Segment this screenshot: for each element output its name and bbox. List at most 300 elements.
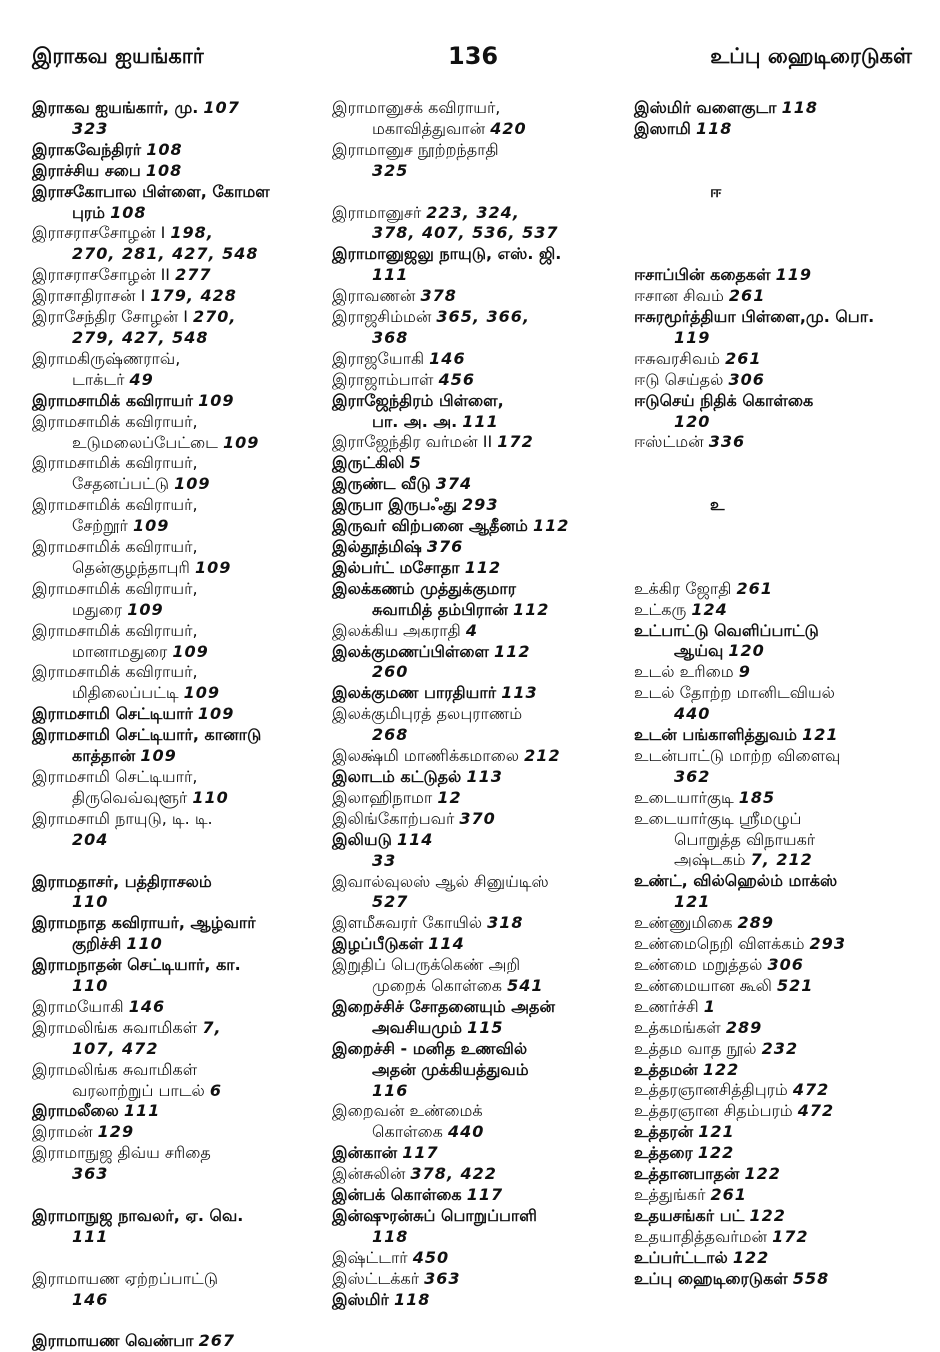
continuation-text: அதன் முக்கியத்துவம் [372,1059,529,1079]
entry-term: இராமசாமிக் கவிராயர், [32,620,198,640]
continuation-text: அஷ்டகம் [674,850,746,870]
entry-term: உத்கமங்கள் [634,1017,721,1037]
page-ref: 185 [738,787,776,807]
continuation-text: சேதனப்பட்டு [72,474,169,494]
index-entry [32,621,322,663]
index-entry [332,934,622,955]
continuation-text: மதுரை [72,599,123,619]
page-ref: 121 [802,725,839,745]
page-ref: 293 [809,934,846,954]
entry-term: இராவணன் [332,286,416,306]
entry-continuation [32,1290,322,1311]
index-entry [32,537,322,579]
page-ref: 119 [674,327,711,347]
entry-continuation [32,830,322,851]
continuation-text: காத்தான் [72,746,136,766]
spacer [634,203,924,224]
index-entry [634,662,924,683]
entry-term: ஈசுவரசிவம் [634,348,721,368]
spacer [634,537,924,558]
entry-term: இராசராசசோழன் I [32,223,166,243]
entry-continuation [332,892,622,913]
page-ref: 232 [761,1038,799,1058]
entry-continuation [332,161,622,182]
entry-term: இருட்கிலி [332,453,405,473]
entry-term: ஈசாப்பின் கதைகள் [634,265,771,285]
page-header [32,44,912,80]
index-entry [332,830,622,872]
index-entry [634,1227,924,1248]
page-ref: 119 [775,265,813,285]
entry-term: இலக்கணம் முத்துக்குமார [332,578,517,598]
entry-term: உடன் பங்காளித்துவம் [634,725,798,745]
spacer [32,1248,322,1269]
entry-term: இராகவேந்திரர் [32,139,142,159]
page-ref: 306 [728,369,765,389]
entry-term: இலக்குமிபுரத் தலபுராணம் [332,704,523,724]
entry-term: இவால்வுலஸ் ஆல் சினுய்டிஸ் [332,871,549,891]
entry-term: இறைவன் உண்மைக் [332,1101,483,1121]
entry-continuation [634,830,924,851]
index-entry [634,1039,924,1060]
entry-term: உடையார்குடி [634,787,734,807]
entry-term: இறுதிப் பெருக்கெண் அறி [332,955,521,975]
entry-continuation [32,600,322,621]
entry-term: இராஜயோகி [332,348,425,368]
index-entry [634,349,924,370]
page-ref: 261 [728,286,766,306]
index-entry [634,286,924,307]
page-ref: 116 [372,1080,409,1100]
index-entry [32,662,322,704]
spacer [634,223,924,244]
entry-term: இராமசாமிக் கவிராயர், [32,453,198,473]
entry-continuation [332,662,622,683]
page-ref: 117 [466,1185,504,1205]
entry-term: உடன்பாட்டு மாற்ற விளைவு [634,745,841,765]
page-ref: 118 [372,1226,409,1246]
entry-term: இருபா இருபஃது [332,495,457,515]
index-entry [332,642,622,684]
index-entry [332,432,622,453]
index-entry [332,307,622,349]
entry-term: இராசேந்திர சோழன் I [32,307,188,327]
entry-continuation [634,328,924,349]
entry-term: இழப்பீடுகள் [332,934,424,954]
entry-continuation [634,412,924,433]
page-ref: 363 [72,1164,109,1184]
index-entry [332,370,622,391]
entry-term: உடையார்குடி ஸ்ரீமழுப் [634,808,802,828]
index-entry [332,244,622,286]
continuation-text: திருவெவ்வுளூர் [72,787,188,807]
index-entry [32,767,322,809]
page-ref: 289 [737,913,774,933]
spacer [634,558,924,579]
page-ref: 289 [725,1017,763,1037]
index-entry [332,349,622,370]
page-ref: 112 [533,516,570,536]
page-ref: 122 [744,1164,781,1184]
page-ref: 6 [209,1080,222,1100]
index-entry [332,746,622,767]
index-entry [634,370,924,391]
page-ref: 117 [402,1143,439,1163]
page-ref: 270, [193,307,237,327]
page-ref: 204 [72,829,109,849]
page-ref: 472 [792,1080,830,1100]
entry-term: இஸாமி [634,118,691,138]
index-entry [634,1143,924,1164]
page-ref: 323 [72,118,109,138]
entry-term: உத்தரஞானசித்திபுரம் [634,1080,788,1100]
entry-term: இல்தூத்மிஷ் [332,537,422,557]
index-entry [332,203,622,245]
entry-term: இராமானுஜலு நாயுடு, எஸ். ஜி. [332,244,562,264]
index-entry [634,976,924,997]
page-ref: 558 [792,1268,830,1288]
page-ref: 110 [72,976,109,996]
entry-term: இஸ்மிர் [332,1289,389,1309]
index-entry [332,474,622,495]
entry-term: உடல் தோற்ற மானிடவியல் [634,683,835,703]
entry-term: இன்ஷுரன்சுப் பொறுப்பாளி [332,1206,537,1226]
entry-term: இலக்குமணப்பிள்ளை [332,641,489,661]
page-ref: 109 [198,390,235,410]
page-ref: 109 [140,746,177,766]
index-entry [32,286,322,307]
page-ref: 111 [372,265,409,285]
page-ref: 109 [172,641,209,661]
spacer [634,161,924,182]
entry-continuation [332,600,622,621]
entry-term: இஸ்ட்டக்கர் [332,1268,420,1288]
entry-term: இராஜேந்திரம் பிள்ளை, [332,390,504,410]
index-entry [634,850,924,871]
entry-term: உத்துங்கர் [634,1184,706,1204]
page-ref: 120 [728,641,765,661]
index-entry [332,997,622,1039]
page-ref: 122 [749,1205,786,1225]
continuation-text: சேற்றூர் [72,516,128,536]
page-ref: 293 [462,495,499,515]
page-ref: 7, [202,1017,222,1037]
index-column-1 [32,98,322,1352]
entry-term: இல்பர்ட் மசோதா [332,557,460,577]
index-entry [634,955,924,976]
entry-term: ஈசுரமூர்த்தியா பிள்ளை,மு. பொ. [634,306,875,326]
continuation-text: மானாமதுரை [72,641,168,661]
entry-continuation [32,328,322,349]
page-ref: 118 [695,118,733,138]
page-ref: 121 [674,892,711,912]
page-ref: 111 [72,1226,109,1246]
index-entry [634,1122,924,1143]
continuation-text: மகாவித்துவான் [372,118,486,138]
entry-term: இளமீசுவரர் கோயில் [332,913,483,933]
index-entry [32,1331,322,1352]
index-entry [634,98,924,119]
index-entry [332,683,622,704]
entry-term: உண்மையான கூலி [634,975,772,995]
entry-continuation [32,433,322,454]
page-ref: 108 [145,160,183,180]
entry-continuation [332,1227,622,1248]
entry-term: இராசராசசோழன் II [32,265,171,285]
page-ref: 260 [372,662,409,682]
index-entry [32,1269,322,1311]
index-entry [634,432,924,453]
spacer [634,140,924,161]
index-column-3 [634,98,924,1290]
page-ref: 107, 472 [72,1038,159,1058]
entry-continuation [32,1227,322,1248]
page-ref: 111 [462,411,499,431]
entry-continuation [332,1018,622,1039]
continuation-text: பா. அ. அ. [372,411,458,431]
continuation-text: முறைக் கொள்கை [372,976,502,996]
page-ref: 110 [72,892,109,912]
page-ref: 370 [459,808,496,828]
index-entry [32,872,322,914]
spacer [32,1311,322,1332]
entry-continuation [32,516,322,537]
index-entry [332,1143,622,1164]
index-entry [634,265,924,286]
entry-term: இராமானுசர் [332,202,422,222]
page-ref: 261 [710,1184,747,1204]
page-ref: 120 [674,411,711,431]
page-ref: 113 [466,766,503,786]
entry-term: இராமாநுஜ நாவலர், ஏ. வெ. [32,1206,244,1225]
page-ref: 122 [697,1143,735,1163]
entry-term: உட்கரு [634,599,687,619]
entry-term: உப்பர்ட்டால் [634,1247,728,1267]
entry-continuation [634,892,924,913]
continuation-text: அவசியமும் [372,1017,462,1037]
entry-continuation [332,119,622,140]
index-entry [634,1164,924,1185]
entry-term: இராமயோகி [32,996,124,1016]
entry-continuation [332,223,622,244]
entry-term: உடல் உரிமை [634,662,734,682]
continuation-text: உடுமலைப்பேட்டை [72,432,218,452]
entry-term: இலாடம் கட்டுதல் [332,766,462,786]
section-letter: உ [710,495,725,515]
entry-continuation [332,328,622,349]
index-entry [332,621,622,642]
page-ref: 440 [447,1122,485,1142]
entry-continuation [32,683,322,704]
entry-term: இராமசாமி செட்டியார் [32,704,193,724]
entry-term: இன்கான் [332,1143,398,1163]
index-column-2 [332,98,622,1311]
entry-term: ஈடுசெய் நிதிக் கொள்கை [634,390,814,410]
entry-term: இராமகிருஷ்ணராவ், [32,348,181,368]
page-ref: 108 [110,202,147,222]
entry-continuation [32,474,322,495]
index-entry [32,1206,322,1248]
entry-term: இராமானுச நூற்றந்தாதி [332,139,499,159]
index-entry [32,913,322,955]
index-entry [332,1185,622,1206]
index-entry [32,725,322,767]
page-ref: 541 [507,976,544,996]
index-entry [332,286,622,307]
page-ref: 378, 407, 536, 537 [372,223,559,243]
index-entry [332,872,622,914]
entry-continuation [32,746,322,767]
index-entry [634,1206,924,1227]
index-entry [332,913,622,934]
section-letter: ஈ [710,181,722,201]
page-ref: 270, 281, 427, 548 [72,244,259,264]
entry-term: உத்தமன் [634,1059,698,1079]
entry-term: இராமலிங்க சுவாமிகள் [32,1017,198,1037]
page-ref: 325 [372,160,409,180]
index-entry [332,537,622,558]
entry-continuation [332,412,622,433]
entry-term: இராமாநுஜ திவ்ய சரிதை [32,1143,211,1163]
entry-term: உத்தரஞான சிதம்பரம் [634,1101,793,1121]
entry-term: இராமலிங்க சுவாமிகள் [32,1059,198,1079]
page-ref: 268 [372,725,409,745]
page-ref: 4 [465,620,478,640]
index-entry [332,1269,622,1290]
index-entry [332,704,622,746]
entry-continuation [332,1122,622,1143]
index-entry [634,934,924,955]
index-entry [634,1269,924,1290]
entry-continuation [332,265,622,286]
entry-continuation [332,725,622,746]
index-entry [32,1122,322,1143]
entry-term: இராஜாம்பாள் [332,369,434,389]
entry-term: இலாஹிநாமா [332,787,433,807]
entry-term: இராசாதிராசன் I [32,286,146,306]
page-ref: 363 [424,1268,461,1288]
index-entry [634,1018,924,1039]
continuation-text: வரலாற்றுப் பாடல் [72,1080,205,1100]
page-ref: 472 [797,1101,835,1121]
index-entry [32,1101,322,1122]
index-entry [634,600,924,621]
page-ref: 118 [393,1289,431,1309]
page-ref: 378 [420,286,457,306]
entry-continuation [32,788,322,809]
page-ref: 179, 428 [150,286,237,306]
page-ref: 109 [222,432,260,452]
page-ref: 374 [435,474,473,494]
page-ref: 450 [412,1247,450,1267]
entry-term: இஸ்மிர் வளைகுடா [634,98,777,117]
index-entry [332,98,622,140]
index-entry [32,579,322,621]
spacer [32,1185,322,1206]
page-ref: 12 [437,787,462,807]
spacer [634,474,924,495]
entry-term: உண்ட், வில்ஹெல்ம் மாக்ஸ் [634,871,838,891]
entry-term: இராமசாமி செட்டியார், [32,767,198,786]
entry-continuation [32,976,322,997]
index-entry [332,1206,622,1248]
entry-term: இராமசாமிக் கவிராயர் [32,390,193,410]
header-right-guide-word: உப்பு ஹைடிரைடுகள் [710,44,912,68]
continuation-text: சுவாமித் தம்பிரான் [372,599,508,619]
index-entry [332,495,622,516]
entry-term: இருண்ட வீடு [332,474,431,494]
page-ref: 521 [777,975,814,995]
page-ref: 111 [123,1101,161,1121]
entry-term: உண்மைநெறி விளக்கம் [634,934,805,954]
index-entry [332,1164,622,1185]
page-ref: 1 [703,996,716,1016]
index-entry [32,182,322,224]
entry-term: உத்தரை [634,1143,693,1163]
page-ref: 146 [429,348,466,368]
page-ref: 109 [132,516,170,536]
page-ref: 113 [501,683,538,703]
page-ref: 336 [708,432,746,452]
page-ref: 420 [490,118,527,138]
entry-term: இராமசாமிக் கவிராயர், [32,662,198,682]
entry-term: இராமலீலை [32,1101,119,1121]
index-entry [332,1039,622,1102]
entry-term: ஈடு செய்தல் [634,369,724,389]
page-ref: 114 [428,934,465,954]
index-entry [32,307,322,349]
entry-term: இராசகோபால பிள்ளை, கோமள [32,181,270,201]
index-entry [32,997,322,1018]
entry-continuation [32,1164,322,1185]
page-ref: 378, 422 [410,1164,497,1184]
entry-term: இராமன் [32,1122,93,1142]
entry-continuation [634,641,924,662]
entry-term: இராகவ ஐயங்கார், மு. [32,98,199,117]
index-entry [32,391,322,412]
index-entry [634,1185,924,1206]
index-entry [634,391,924,433]
index-entry [332,558,622,579]
page-number: 136 [448,42,499,70]
header-left-guide-word: இராகவ ஐயங்கார் [32,44,204,68]
index-entry [634,1248,924,1269]
index-entry [634,725,924,746]
index-entry [634,788,924,809]
index-entry [634,871,924,913]
index-entry [332,140,622,182]
page-ref: 109 [174,474,211,494]
page-ref: 129 [97,1122,135,1142]
continuation-text: மிதிலைப்பட்டி [72,683,179,703]
index-entry [332,1290,622,1311]
index-entry [332,453,622,474]
index-entry [332,516,622,537]
entry-continuation [332,851,622,872]
page-ref: 318 [487,913,524,933]
page-ref: 306 [767,955,804,974]
continuation-text: கொள்கை [372,1122,443,1142]
entry-term: ஈசான சிவம் [634,286,724,306]
index-entry [332,391,622,433]
entry-term: உண்ணுமிகை [634,913,733,933]
page-ref: 115 [467,1017,504,1037]
page-ref: 146 [72,1289,109,1309]
page-ref: 456 [438,369,475,389]
entry-continuation [32,642,322,663]
entry-term: இறைச்சி - மனித உணவில் [332,1038,528,1058]
page-ref: 109 [194,557,232,577]
